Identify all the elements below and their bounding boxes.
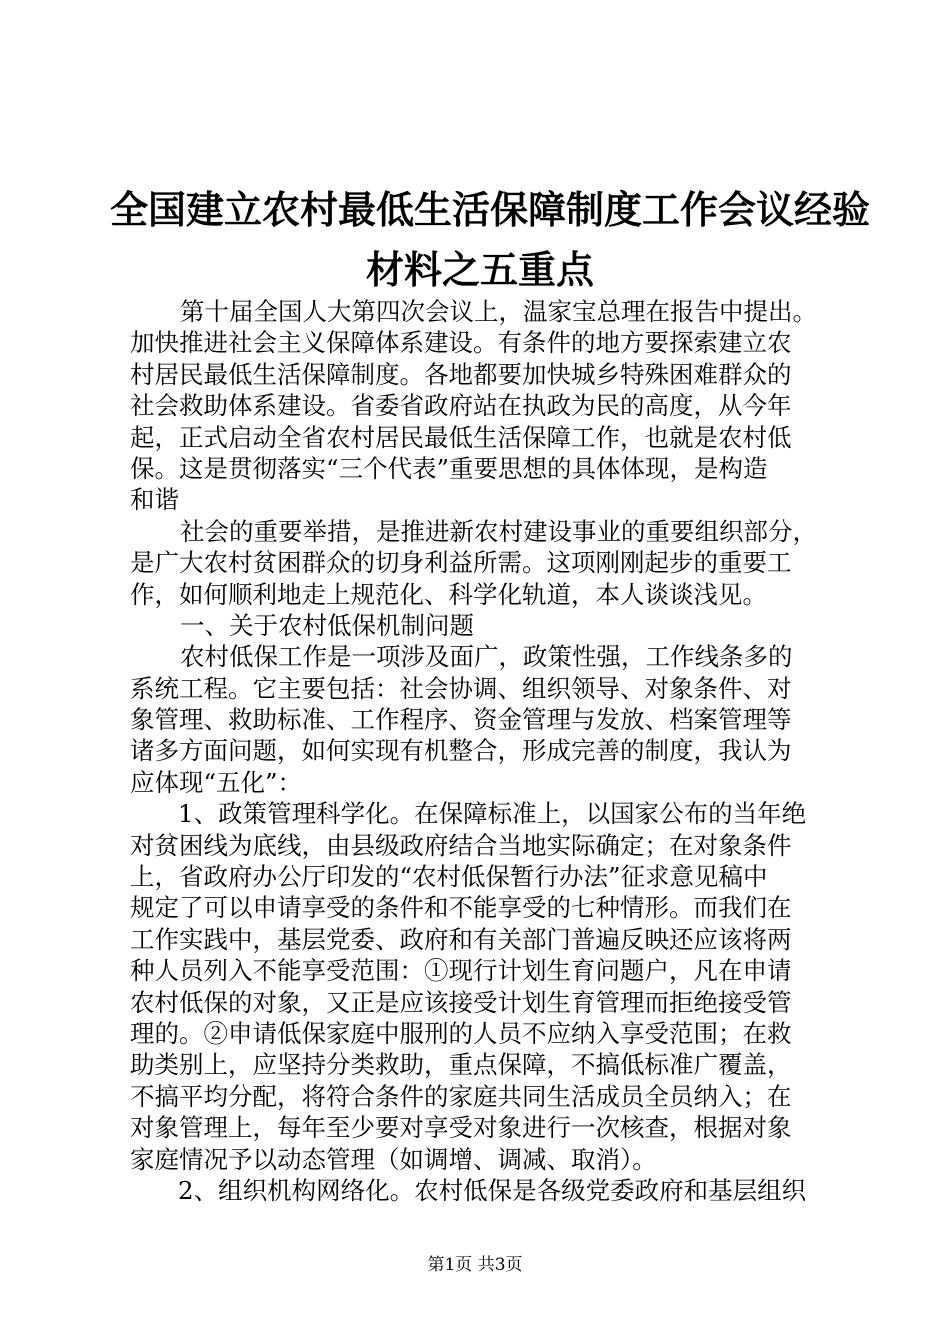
body-line: 对象管理上，每年至少要对享受对象进行一次核查，根据对象 bbox=[130, 1113, 792, 1143]
body-line: 1、政策管理科学化。在保障标准上，以国家公布的当年绝 bbox=[178, 799, 807, 829]
section-heading: 一、关于农村低保机制问题 bbox=[180, 610, 474, 640]
body-line: 理的。②申请低保家庭中服刑的人员不应纳入享受范围；在救 bbox=[130, 1018, 792, 1048]
body-line: 诸多方面问题，如何实现有机整合，形成完善的制度，我认为 bbox=[130, 736, 792, 766]
body-line: 加快推进社会主义保障体系建设。有条件的地方要探索建立农 bbox=[130, 328, 792, 358]
body-line: 保。这是贯彻落实“三个代表”重要思想的具体体现，是构造 bbox=[130, 453, 768, 483]
document-body bbox=[130, 296, 830, 1206]
body-line: 种人员列入不能享受范围：①现行计划生育问题户，凡在申请 bbox=[130, 956, 792, 986]
document-title-line-1: 全国建立农村最低生活保障制度工作会议经验 bbox=[110, 188, 871, 232]
document-title-line-2: 材料之五重点 bbox=[365, 248, 594, 292]
body-line: 作，如何顺利地走上规范化、科学化轨道，本人谈谈浅见。 bbox=[130, 579, 767, 609]
body-line: 应体现“五化”： bbox=[130, 767, 303, 797]
body-line: 家庭情况予以动态管理（如调增、调减、取消）。 bbox=[130, 1144, 657, 1174]
body-line: 不搞平均分配，将符合条件的家庭共同生活成员全员纳入；在 bbox=[130, 1081, 792, 1111]
body-line: 农村低保的对象，又正是应该接受计划生育管理而拒绝接受管 bbox=[130, 987, 792, 1017]
body-line: 上，省政府办公厅印发的“农村低保暂行办法”征求意见稿中 bbox=[130, 862, 768, 892]
body-line: 助类别上，应坚持分类救助，重点保障，不搞低标准广覆盖， bbox=[130, 1050, 792, 1080]
body-line: 对贫困线为底线，由县级政府结合当地实际确定；在对象条件 bbox=[130, 830, 792, 860]
body-line: 社会的重要举措，是推进新农村建设事业的重要组织部分， bbox=[180, 516, 817, 546]
body-line: 系统工程。它主要包括：社会协调、组织领导、对象条件、对 bbox=[130, 673, 792, 703]
body-line: 起，正式启动全省农村居民最低生活保障工作，也就是农村低 bbox=[130, 422, 792, 452]
body-line: 农村低保工作是一项涉及面广，政策性强，工作线条多的 bbox=[180, 642, 793, 672]
body-line: 2、组织机构网络化。农村低保是各级党委政府和基层组织 bbox=[178, 1175, 807, 1205]
body-line: 社会救助体系建设。省委省政府站在执政为民的高度，从今年 bbox=[130, 391, 792, 421]
body-line: 规定了可以申请享受的条件和不能享受的七种情形。而我们在 bbox=[130, 893, 792, 923]
body-line: 第十届全国人大第四次会议上，温家宝总理在报告中提出。 bbox=[180, 297, 817, 326]
body-line: 村居民最低生活保障制度。各地都要加快城乡特殊困难群众的 bbox=[130, 359, 792, 389]
body-line: 是广大农村贫困群众的切身利益所需。这项刚刚起步的重要工 bbox=[130, 548, 792, 578]
body-line: 象管理、救助标准、工作程序、资金管理与发放、档案管理等 bbox=[130, 705, 792, 735]
page-footer: 第1页 共3页 bbox=[427, 1255, 523, 1275]
body-line: 和谐 bbox=[130, 485, 179, 515]
body-line: 工作实践中，基层党委、政府和有关部门普遍反映还应该将两 bbox=[130, 924, 792, 954]
